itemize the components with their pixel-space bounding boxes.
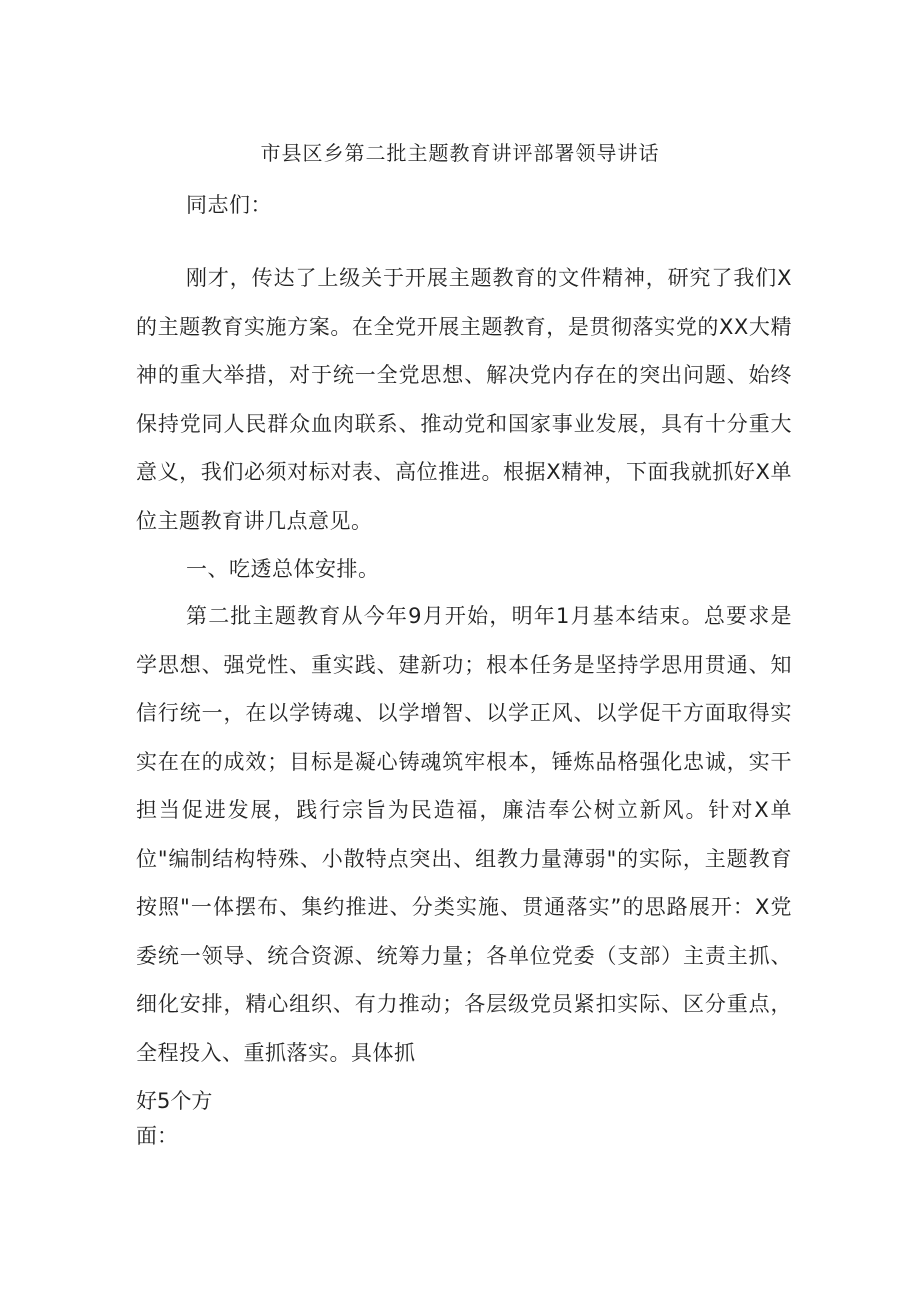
paragraph-overall-arrangement: 第二批主题教育从今年9月开始，明年1月基本结束。总要求是学思想、强党性、重实践、建新功；根本任务是坚持学思用贯通、知信行统一，在以学铸魂、以学增智、以学正风、以学促干方面取得实实在在的成效；目标是凝心铸魂筑牢根本，锤炼品格强化忠诚，实干担当促进发展，践行宗旨为民造福，廉洁奉公树立新风。针对X单位"编制结构特殊、小散特点突出、组教力量薄弱"的实际，主题教育按照"一体摆布、集约推进、分类实施、贯通落实”的思路展开：X党委统一领导、统合资源、统筹力量；各单位党委（支部）主责主抓、细化安排，精心组织、有力推动；各层级党员紧扣实际、区分重点，全程投入、重抓落实。具体抓 bbox=[136, 604, 792, 1065]
document-title: 市县区乡第二批主题教育讲评部署领导讲话 bbox=[260, 141, 660, 165]
paragraph-tail-line-2: 面： bbox=[136, 1124, 178, 1148]
paragraph-tail-line-1: 好5个方 bbox=[136, 1089, 213, 1113]
paragraph-intro: 刚才，传达了上级关于开展主题教育的文件精神，研究了我们X的主题教育实施方案。在全党开展主题教育，是贯彻落实党的XX大精神的重大举措，对于统一全党思想、解决党内存在的突出问题、始终保持党同人民群众血肉联系、推动党和国家事业发展，具有十分重大意义，我们必须对标对表、高位推进。根据X精神，下面我就抓好X单位主题教育讲几点意见。 bbox=[136, 266, 792, 533]
greeting: 同志们： bbox=[186, 193, 272, 217]
section-heading-1: 一、吃透总体安排。 bbox=[186, 557, 380, 581]
